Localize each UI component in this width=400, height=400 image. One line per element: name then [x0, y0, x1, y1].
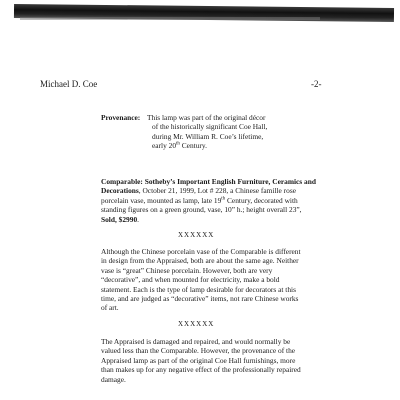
scan-streak: [20, 17, 320, 20]
provenance-line-4-pre: early 20: [152, 141, 177, 151]
comparable-label: Comparable: Sotheby’s Important English Furniture, Ceramics and Decorations: [101, 177, 316, 196]
page-header-name: Michael D. Coe: [40, 79, 98, 89]
provenance-line-4-post: Century.: [179, 141, 207, 151]
provenance-label: Provenance:: [101, 113, 141, 122]
provenance-line-4-sup: th: [176, 141, 180, 147]
comparison-paragraph: Although the Chinese porcelain vase of the Comparable is different in design from the Appraised, both are about the same age. Neither vase is “great” Chinese porcelain. However, both are very “decorative”, and when mounted for electricity, make a bold statement. Each is the type of lamp desirable for decorators at this time, and are judged as “decorative” items, not rare Chinese works of art.: [101, 247, 301, 313]
page-number: -2-: [311, 79, 322, 89]
provenance-line-1: This lamp was part of the original décor: [147, 113, 266, 122]
scan-artifact-bar: [0, 0, 400, 34]
comparable-paragraph: [101, 177, 316, 224]
comparable-end: .: [137, 214, 140, 224]
comparable-sold-price: Sold, $2990: [101, 214, 138, 224]
comparable-text-2: Century, decorated with standing figures on a green ground, vase, 10” h.; height overall 23”,: [101, 195, 302, 215]
valuation-paragraph: The Appraised is damaged and repaired, and would normally be valued less than the Comparable. However, the provenance of the Appraised lamp as part of the original Coe Hall furnishings, more than makes up for any negative effect of the professionally repaired damage.: [101, 337, 301, 384]
comparable-text-1: , October 21, 1999, Lot # 228, a Chinese famille rose porcelain vase, mounted as lamp, late 19: [101, 186, 296, 205]
section-separator-1: XXXXXX: [178, 231, 215, 239]
provenance-line-4: [147, 141, 297, 150]
section-separator-2: XXXXXX: [178, 320, 215, 328]
comparable-sup: th: [221, 196, 226, 202]
provenance-text: [147, 113, 297, 151]
provenance-line-2: of the historically significant Coe Hall,: [152, 122, 268, 132]
provenance-line-3: during Mr. William R. Coe’s lifetime,: [152, 131, 264, 141]
